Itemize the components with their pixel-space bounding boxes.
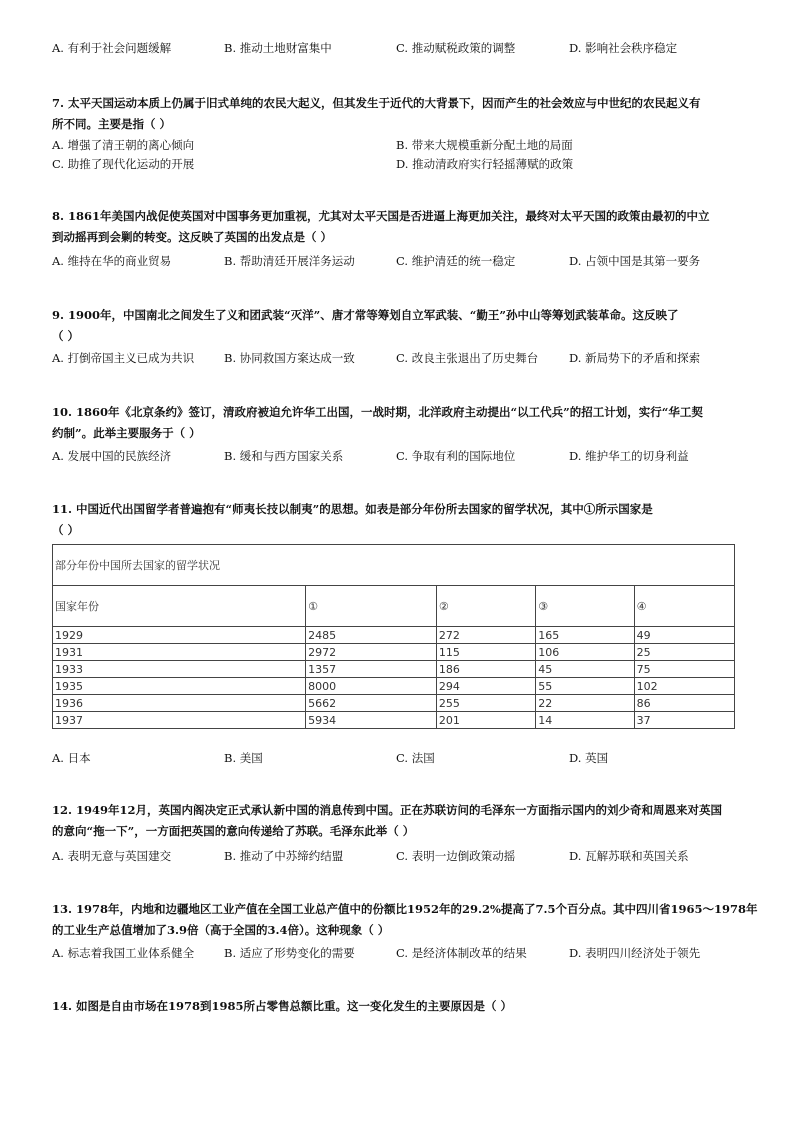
table-row (53, 644, 735, 661)
q8-stem-line-2: 到动摇再到会剿的转变。这反映了英国的出发点是（ ） (52, 230, 333, 244)
q10-stem-line-2: 约制”。此举主要服务于（ ） (52, 426, 201, 440)
table-row (53, 712, 735, 729)
q10-option-b[interactable]: B. 缓和与西方国家关系 (224, 449, 344, 463)
table-row (53, 627, 735, 644)
table-cell: 45 (536, 661, 634, 678)
q9-option-b[interactable]: B. 协同救国方案达成一致 (224, 351, 355, 365)
q6-option-d[interactable]: D. 影响社会秩序稳定 (569, 41, 678, 55)
q13-stem-line-2: 的工业生产总值增加了3.9倍（高于全国的3.4倍）。这种现象（ ） (52, 923, 390, 937)
q9-option-a[interactable]: A. 打倒帝国主义已成为共识 (52, 351, 195, 365)
table-cell: 2972 (306, 644, 437, 661)
table-header: ④ (634, 586, 734, 627)
q12-option-d[interactable]: D. 瓦解苏联和英国关系 (569, 849, 689, 863)
q12-option-a[interactable]: A. 表明无意与英国建交 (52, 849, 172, 863)
q14-stem-line-1: 14. 如图是自由市场在1978到1985所占零售总额比重。这一变化发生的主要原因是（ ） (52, 999, 513, 1013)
q7-option-c[interactable]: C. 助推了现代化运动的开展 (52, 157, 195, 171)
table-cell: 1937 (53, 712, 306, 729)
q10-option-a[interactable]: A. 发展中国的民族经济 (52, 449, 172, 463)
q10-option-c[interactable]: C. 争取有利的国际地位 (396, 449, 516, 463)
table-cell: 186 (436, 661, 535, 678)
q11-option-d[interactable]: D. 英国 (569, 751, 609, 765)
study-abroad-table (52, 544, 735, 729)
q6-options (52, 40, 752, 58)
q8-options (52, 253, 752, 271)
table-caption-row (53, 545, 735, 586)
q12-stem (52, 800, 742, 842)
q7-option-d[interactable]: D. 推动清政府实行轻摇薄赋的政策 (396, 157, 574, 171)
q13-option-a[interactable]: A. 标志着我国工业体系健全 (52, 946, 195, 960)
table-cell: 294 (436, 678, 535, 695)
q9-option-c[interactable]: C. 改良主张退出了历史舞台 (396, 351, 539, 365)
q11-stem (52, 499, 742, 541)
table-cell: 5662 (306, 695, 437, 712)
table-cell: 1936 (53, 695, 306, 712)
q11-option-c[interactable]: C. 法国 (396, 751, 435, 765)
table-cell: 55 (536, 678, 634, 695)
q11-stem-line-1: 11. 中国近代出国留学者普遍抱有“师夷长技以制夷”的思想。如表是部分年份所去国家的留学状况，其中①所示国家是 (52, 502, 653, 516)
q9-option-d[interactable]: D. 新局势下的矛盾和探索 (569, 351, 701, 365)
table-cell: 272 (436, 627, 535, 644)
table-cell: 2485 (306, 627, 437, 644)
q11-option-a[interactable]: A. 日本 (52, 751, 91, 765)
table-cell: 1357 (306, 661, 437, 678)
table-cell: 14 (536, 712, 634, 729)
q12-option-b[interactable]: B. 推动了中苏缔约结盟 (224, 849, 344, 863)
q13-stem-line-1: 13. 1978年，内地和边疆地区工业产值在全国工业总产值中的份额比1952年的29.2%提高了7.5个百分点。其中四川省1965～1978年 (52, 902, 758, 916)
table-cell: 165 (536, 627, 634, 644)
q10-options (52, 448, 752, 466)
table-cell: 1929 (53, 627, 306, 644)
table-cell: 8000 (306, 678, 437, 695)
q10-option-d[interactable]: D. 维护华工的切身利益 (569, 449, 689, 463)
table-cell: 255 (436, 695, 535, 712)
q6-option-c[interactable]: C. 推动赋税政策的调整 (396, 41, 516, 55)
q7-options (52, 136, 752, 174)
q9-stem-line-2: （ ） (52, 329, 80, 343)
table-cell: 75 (634, 661, 734, 678)
q13-options (52, 945, 752, 963)
q11-option-b[interactable]: B. 美国 (224, 751, 263, 765)
table-cell: 49 (634, 627, 734, 644)
q7-option-b[interactable]: B. 带来大规模重新分配土地的局面 (396, 138, 573, 152)
q8-option-c[interactable]: C. 维护清廷的统一稳定 (396, 254, 516, 268)
q8-option-d[interactable]: D. 占领中国是其第一要务 (569, 254, 701, 268)
table-cell: 86 (634, 695, 734, 712)
q7-stem-line-2: 所不同。主要是指（ ） (52, 117, 172, 131)
q8-option-a[interactable]: A. 维持在华的商业贸易 (52, 254, 172, 268)
q12-option-c[interactable]: C. 表明一边倒政策动摇 (396, 849, 516, 863)
table-header: ① (306, 586, 437, 627)
table-caption: 部分年份中国所去国家的留学状况 (53, 545, 735, 586)
table-cell: 1931 (53, 644, 306, 661)
table-row (53, 695, 735, 712)
q12-stem-line-2: 的意向“拖一下”，一方面把英国的意向传递给了苏联。毛泽东此举（ ） (52, 824, 415, 838)
table-header: 国家年份 (53, 586, 306, 627)
q14-stem (52, 996, 742, 1017)
table-row (53, 661, 735, 678)
q9-stem-line-1: 9. 1900年，中国南北之间发生了义和团武装“灭洋”、唐才常等筹划自立军武装、“勤王”孙中山等筹划武装革命。这反映了 (52, 308, 679, 322)
table-cell: 37 (634, 712, 734, 729)
q9-stem (52, 305, 742, 347)
table-cell: 22 (536, 695, 634, 712)
table-cell: 1933 (53, 661, 306, 678)
table-row (53, 678, 735, 695)
q6-option-b[interactable]: B. 推动土地财富集中 (224, 41, 332, 55)
table-header: ② (436, 586, 535, 627)
q11-stem-line-2: （ ） (52, 523, 80, 537)
q10-stem (52, 402, 742, 444)
q13-stem (52, 899, 758, 941)
q13-option-c[interactable]: C. 是经济体制改革的结果 (396, 946, 527, 960)
q10-stem-line-1: 10. 1860年《北京条约》签订，清政府被迫允许华工出国，一战时期，北洋政府主动提出“以工代兵”的招工计划，实行“华工契 (52, 405, 703, 419)
q13-option-d[interactable]: D. 表明四川经济处于领先 (569, 946, 701, 960)
table-cell: 115 (436, 644, 535, 661)
q6-option-a[interactable]: A. 有利于社会问题缓解 (52, 41, 172, 55)
q12-options (52, 848, 752, 866)
table-header: ③ (536, 586, 634, 627)
q9-options (52, 350, 752, 368)
table-cell: 102 (634, 678, 734, 695)
q8-stem (52, 206, 742, 248)
table-cell: 5934 (306, 712, 437, 729)
table-cell: 201 (436, 712, 535, 729)
q8-stem-line-1: 8. 1861年美国内战促使英国对中国事务更加重视，尤其对太平天国是否进逼上海更加关注，最终对太平天国的政策由最初的中立 (52, 209, 710, 223)
q13-option-b[interactable]: B. 适应了形势变化的需要 (224, 946, 355, 960)
q12-stem-line-1: 12. 1949年12月，英国内阁决定正式承认新中国的消息传到中国。正在苏联访问的毛泽东一方面指示国内的刘少奇和周恩来对英国 (52, 803, 723, 817)
table-header-row (53, 586, 735, 627)
table-cell: 106 (536, 644, 634, 661)
q7-option-a[interactable]: A. 增强了清王朝的离心倾向 (52, 138, 195, 152)
q8-option-b[interactable]: B. 帮助清廷开展洋务运动 (224, 254, 355, 268)
q11-options (52, 750, 752, 768)
q7-stem-line-1: 7. 太平天国运动本质上仍属于旧式单纯的农民大起义，但其发生于近代的大背景下，因而产生的社会效应与中世纪的农民起义有 (52, 96, 701, 110)
table-cell: 1935 (53, 678, 306, 695)
table-cell: 25 (634, 644, 734, 661)
q7-stem (52, 93, 742, 135)
